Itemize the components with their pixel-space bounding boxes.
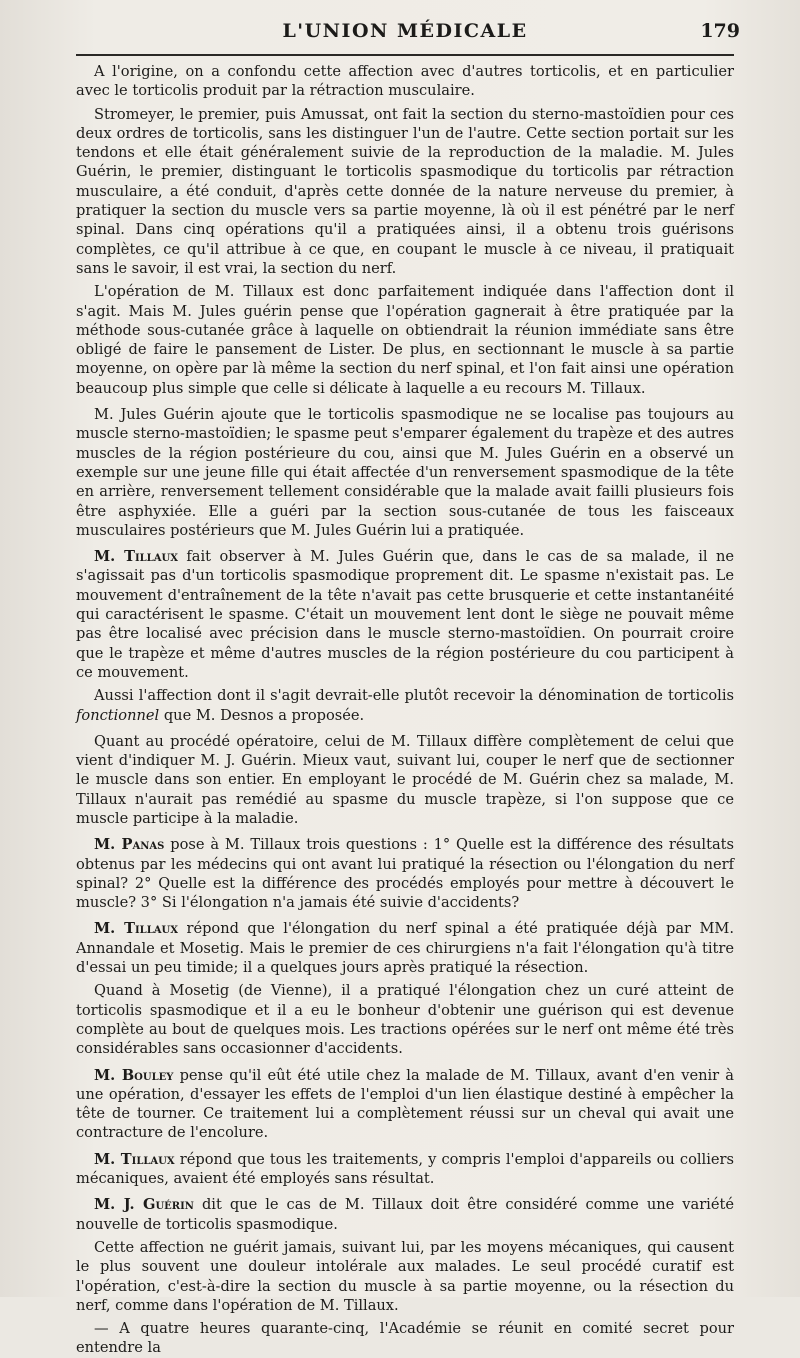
page-header xyxy=(76,14,740,48)
page-number: 179 xyxy=(700,20,740,42)
paragraph xyxy=(76,981,734,1058)
paragraph-text: Stromeyer, le premier, puis Amussat, ont fait la section du sterno-mastoïdien pour ces deux ordres de torticolis, sans les distinguer l'un de l'autre. Cette section portait sur les tendons et elle était généralement suivie de la reproduction de la maladie. M. Jules Guérin, le premier, distinguant le torticolis spasmodique du torticolis par rétraction musculaire, a été conduit, d'après cette donnée de la nature nerveuse du premier, à pratiquer la section du muscle vers sa partie moyenne, là où il est pénétré par le nerf spinal. Dans cinq opérations qu'il a pratiquées ainsi, il a obtenu trois guérisons complètes, ce qu'il attribue à ce que, en coupant le muscle à ce niveau, il pratiquait sans le savoir, il est vrai, la section du nerf. xyxy=(76,105,734,277)
paragraph xyxy=(76,1150,734,1189)
paragraph-text: pense qu'il eût été utile chez la malade de M. Tillaux, avant d'en venir à une opération, d'essayer les effets de l'emploi d'un lien élastique destiné à empêcher la tête de tourner. Ce traitement lui a complètement réussi sur un cheval qui avait une contracture de l'encolure. xyxy=(76,1066,735,1142)
italic-term: fonctionnel xyxy=(76,706,160,724)
paragraph-text: pose à M. Tillaux trois questions : 1° Quelle est la différence des résultats obtenus par les médecins qui ont avant lui pratiqué la résection ou l'élongation du nerf spinal? 2° Quelle est la différence des procédés employés pour mettre à découvert le muscle? 3° Si l'élongation n'a jamais été suivie d'accidents? xyxy=(76,836,735,912)
paragraph-text: Aussi l'affection dont il s'agit devrait-elle plutôt recevoir la dénomination de torticolis xyxy=(94,687,734,705)
paragraph xyxy=(76,835,734,912)
paragraph xyxy=(76,405,734,540)
paragraph xyxy=(76,1195,734,1234)
paragraph xyxy=(76,1066,734,1143)
running-title: L'UNION MÉDICALE xyxy=(282,20,528,42)
paragraph xyxy=(76,282,734,398)
speaker-name: M. Tillaux xyxy=(94,548,178,566)
speaker-name: M. J. Guérin xyxy=(94,1196,194,1214)
paragraph xyxy=(76,732,734,828)
paragraph-text: Cette affection ne guérit jamais, suivant lui, par les moyens mécaniques, qui causent le plus souvent une douleur intolérale aux malades. Le seul procédé curatif est l'opération, c'est-à-dire la section du muscle à sa partie moyenne, ou la résection du nerf, comme dans l'opération de M. Tillaux. xyxy=(76,1238,734,1314)
paragraph xyxy=(76,919,734,977)
speaker-name: M. Tillaux xyxy=(94,920,178,938)
paragraph-text: répond que tous les traitements, y compris l'emploi d'appareils ou colliers mécaniques, avaient été employés sans résultat. xyxy=(76,1150,734,1188)
paragraph-text: Quant au procédé opératoire, celui de M. Tillaux diffère complètement de celui que vient d'indiquer M. J. Guérin. Mieux vaut, suivant lui, couper le nerf que de sectionner le muscle dans son entier. En employant le procédé de M. Guérin chez sa malade, M. Tillaux n'aurait pas remédié au spasme du muscle trapèze, si l'on suppose que ce muscle participe à la maladie. xyxy=(76,732,734,827)
paragraph-text: répond que l'élongation du nerf spinal a été pratiquée déjà par MM. Annandale et Mosetig. Mais le premier de ces chirurgiens n'a fait l'élongation qu'à titre d'essai un peu timide; il a quelques jours après pratiqué la résection. xyxy=(76,920,735,977)
paragraph-text: Quand à Mosetig (de Vienne), il a pratiqué l'élongation chez un curé atteint de torticolis spasmodique et il a eu le bonheur d'obtenir une guérison qui est devenue complète au bout de quelques mois. Les tractions opérées sur le nerf ont même été très considérables sans occasionner d'accidents. xyxy=(76,982,734,1058)
paragraph-text: — A quatre heures quarante-cinq, l'Académie se réunit en comité secret pour entendre la xyxy=(76,1320,734,1357)
paragraph-text: fait observer à M. Jules Guérin que, dans le cas de sa malade, il ne s'agissait pas d'un torticolis spasmodique proprement dit. Le spasme n'existait pas. Le mouvement d'entraînement de la tête n'avait pas cette brusquerie et cette instantanéité qui caractérisent le spasme. C'était un mouvement lent dont le siège ne pouvait même pas être localisé avec précision dans le muscle sterno-mastoïdien. On pourrait croire que le trapèze et même d'autres muscles de la région postérieure du cou participent à ce mouvement. xyxy=(76,548,735,681)
paragraph xyxy=(76,547,734,682)
header-rule xyxy=(76,54,734,56)
paragraph-text: M. Jules Guérin ajoute que le torticolis spasmodique ne se localise pas toujours au muscle sterno-mastoïdien; le spasme peut s'emparer également du trapèze et des autres muscles de la région postérieure du cou, ainsi que M. Jules Guérin en a observé un exemple sur une jeune fille qui était affectée d'un renversement spasmodique de la tête en arrière, renversement tellement considérable que la malade avait failli plusieurs fois être asphyxiée. Elle a guéri par la section sous-cutanée de tous les faisceaux musculaires postérieurs que M. Jules Guérin lui a pratiquée. xyxy=(76,406,734,539)
paragraph xyxy=(76,105,734,279)
paragraph-text: que M. Desnos a proposée. xyxy=(159,706,365,724)
paragraph-text: dit que le cas de M. Tillaux doit être considéré comme une variété nouvelle de torticolis spasmodique. xyxy=(76,1196,734,1233)
paragraph xyxy=(76,686,734,725)
paragraph xyxy=(76,62,734,101)
speaker-name: M. Bouley xyxy=(94,1066,174,1084)
paragraph-text: A l'origine, on a confondu cette affection avec d'autres torticolis, et en particulier avec le torticolis produit par la rétraction musculaire. xyxy=(76,63,734,100)
article-body xyxy=(76,62,734,1358)
paragraph xyxy=(76,1238,734,1315)
paragraph xyxy=(76,1319,734,1358)
speaker-name: M. Tillaux xyxy=(94,1150,175,1168)
speaker-name: M. Panas xyxy=(94,836,165,854)
paragraph-text: L'opération de M. Tillaux est donc parfaitement indiquée dans l'affection dont il s'agit. Mais M. Jules guérin pense que l'opération gagnerait à être pratiquée par la méthode sous-cutanée grâce à laquelle on obtiendrait la réunion immédiate sans être obligé de faire le pansement de Lister. De plus, en sectionnant le muscle à sa partie moyenne, on opère par là même la section du nerf spinal, et l'on fait ainsi une opération beaucoup plus simple que celle si délicate à laquelle a eu recours M. Tillaux. xyxy=(76,283,734,397)
